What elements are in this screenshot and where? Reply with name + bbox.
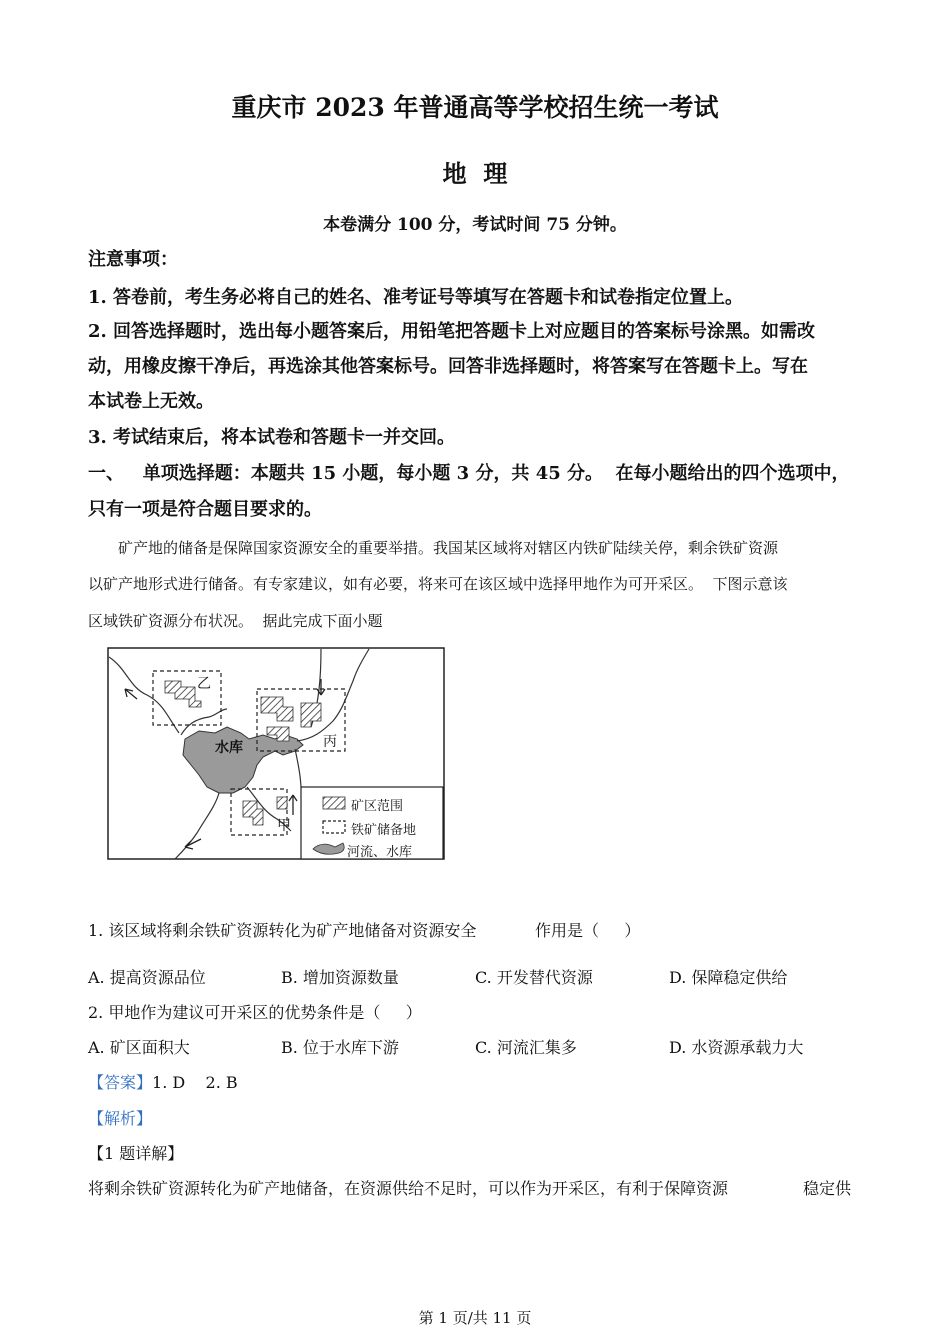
- material-line-3: 区域铁矿资源分布状况。 据此完成下面小题: [88, 612, 383, 630]
- q1-option-a: A. 提高资源品位: [88, 968, 206, 987]
- legend-reserve-label: 铁矿储备地: [351, 823, 417, 838]
- notice-heading: 注意事项：: [88, 249, 178, 270]
- notice-item-2-line-1: 2. 回答选择题时，选出每小题答案后，用铅笔把答题卡上对应题目的答案标号涂黑。如需改: [88, 321, 816, 342]
- q1-option-c: C. 开发替代资源: [475, 968, 593, 987]
- legend-river-label: 河流、水库: [347, 845, 413, 860]
- iron-ore-map: [107, 647, 445, 860]
- section-line-2: 只有一项是符合题目要求的。: [88, 499, 322, 520]
- label-reservoir: 水库: [215, 740, 243, 756]
- subject-title: 地 理: [442, 159, 508, 188]
- exam-info: 本卷满分 100 分，考试时间 75 分钟。: [323, 215, 627, 235]
- exam-title: 重庆市 2023 年普通高等学校招生统一考试: [231, 93, 719, 122]
- answer-line: [88, 1070, 238, 1093]
- notice-item-2-line-3: 本试卷上无效。: [88, 391, 214, 412]
- legend-mine-label: 矿区范围: [351, 799, 404, 814]
- answer-label: 【答案】: [88, 1073, 153, 1092]
- mine-jia-2: [277, 797, 287, 809]
- notice-item-3: 3. 考试结束后，将本试卷和答题卡一并交回。: [88, 427, 456, 448]
- q2-option-c: C. 河流汇集多: [475, 1038, 577, 1057]
- material-line-1: 矿产地的储备是保障国家资源安全的重要举措。我国某区域将对辖区内铁矿陆续关停，剩余铁矿资源: [118, 539, 779, 557]
- notice-item-1: 1. 答卷前，考生务必将自己的姓名、准考证号等填写在答题卡和试卷指定位置上。: [88, 287, 744, 308]
- section-line-1: 一、 单项选择题：本题共 15 小题，每小题 3 分，共 45 分。 在每小题给出的四个选项中，: [88, 463, 850, 484]
- detail-label: 【1 题详解】: [88, 1144, 184, 1163]
- label-yi: 乙: [197, 676, 211, 692]
- q2-stem: 2. 甲地作为建议可开采区的优势条件是（ ）: [88, 1003, 422, 1022]
- material-line-2: 以矿产地形式进行储备。有专家建议，如有必要，将来可在该区域中选择甲地作为可开采区。 下图示意该: [88, 575, 788, 593]
- q1-option-d: D. 保障稳定供给: [669, 968, 788, 987]
- q1-stem: 1. 该区域将剩余铁矿资源转化为矿产地储备对资源安全: [88, 921, 477, 940]
- detail-tail: 稳定供: [803, 1179, 852, 1198]
- q2-option-b: B. 位于水库下游: [281, 1038, 399, 1057]
- detail-text: 将剩余铁矿资源转化为矿产地储备，在资源供给不足时，可以作为开采区，有利于保障资源: [88, 1179, 729, 1198]
- q2-option-d: D. 水资源承载力大: [669, 1038, 804, 1057]
- page-footer: 第 1 页/共 11 页: [418, 1309, 532, 1327]
- notice-item-2-line-2: 动，用橡皮擦干净后，再选涂其他答案标号。回答非选择题时，将答案写在答题卡上。写在: [88, 356, 808, 377]
- legend-mine-swatch: [323, 797, 345, 809]
- label-jia: 甲: [277, 818, 291, 834]
- q1-stem-tail: 作用是（ ）: [535, 921, 641, 940]
- q2-option-a: A. 矿区面积大: [88, 1038, 190, 1057]
- q1-option-b: B. 增加资源数量: [281, 968, 399, 987]
- answer-value: 1. D 2. B: [152, 1073, 238, 1092]
- label-bing: 丙: [323, 734, 337, 750]
- analysis-label: 【解析】: [88, 1109, 153, 1128]
